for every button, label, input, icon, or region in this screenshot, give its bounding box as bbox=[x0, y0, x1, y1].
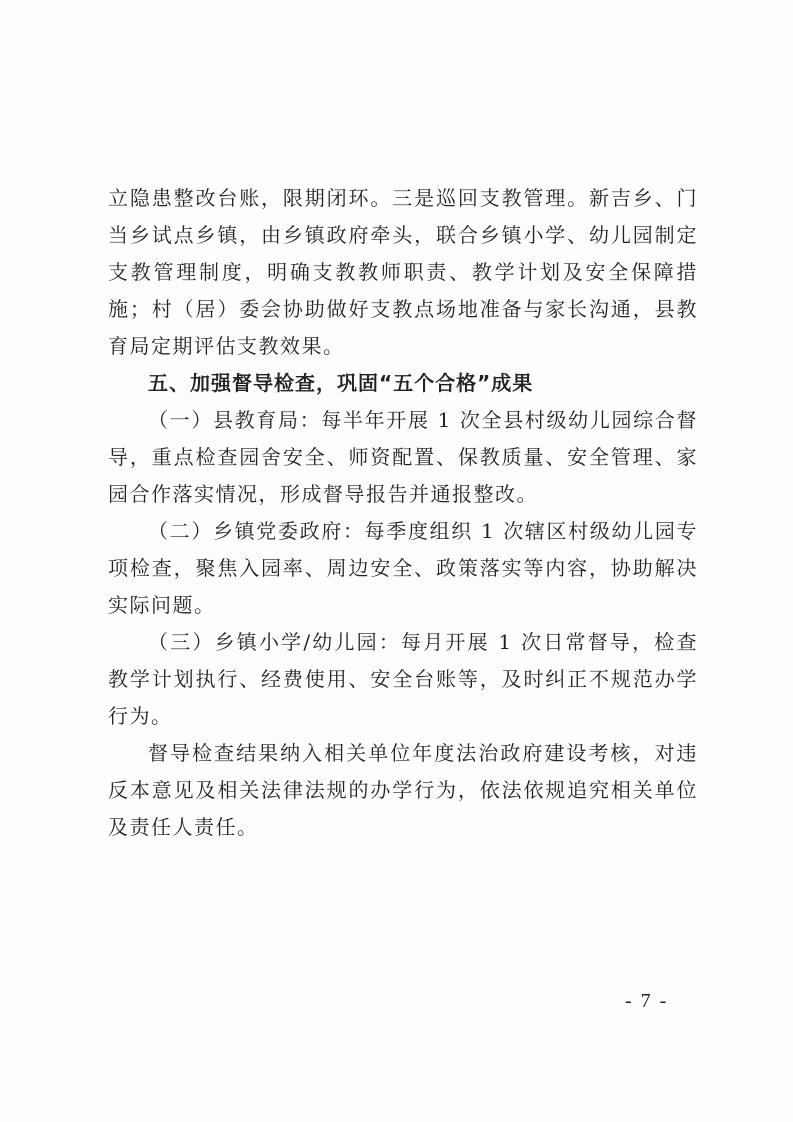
paragraph-continuation: 立隐患整改台账，限期闭环。三是巡回支教管理。新吉乡、门当乡试点乡镇，由乡镇政府牵头，联合乡镇小学、幼儿园制定支教管理制度，明确支教教师职责、教学计划及安全保障措施；村（居）委会协助做好支教点场地准备与家长沟通，县教育局定期评估支教效果。 bbox=[108, 186, 698, 358]
document-body bbox=[108, 180, 698, 846]
item-lead-label: （三）乡镇小学/幼儿园： bbox=[148, 630, 402, 654]
item-body-text: 每半年开展 1 次全县村级幼儿园综合督导，重点检查园舍安全、师资配置、保教质量、安全管理、家园合作落实情况，形成督导报告并通报整改。 bbox=[108, 408, 698, 506]
item-lead-label: （二）乡镇党委政府： bbox=[148, 519, 365, 543]
item-lead-label: （一）县教育局： bbox=[148, 408, 322, 432]
item-body-text: 每季度组织 1 次辖区村级幼儿园专项检查，聚焦入园率、周边安全、政策落实等内容，协助解决实际问题。 bbox=[108, 519, 698, 617]
list-item-township-school bbox=[108, 624, 698, 735]
paragraph-closing: 督导检查结果纳入相关单位年度法治政府建设考核，对违反本意见及相关法律法规的办学行为，依法依规追究相关单位及责任人责任。 bbox=[108, 741, 698, 839]
list-item-township-government bbox=[108, 513, 698, 624]
item-body-text: 每月开展 1 次日常督导，检查教学计划执行、经费使用、安全台账等，及时纠正不规范办学行为。 bbox=[108, 630, 698, 728]
section-heading-5: 五、加强督导检查，巩固“五个合格”成果 bbox=[148, 371, 534, 395]
page-number: - 7 - bbox=[625, 990, 669, 1012]
list-item-county-education-bureau bbox=[108, 402, 698, 513]
